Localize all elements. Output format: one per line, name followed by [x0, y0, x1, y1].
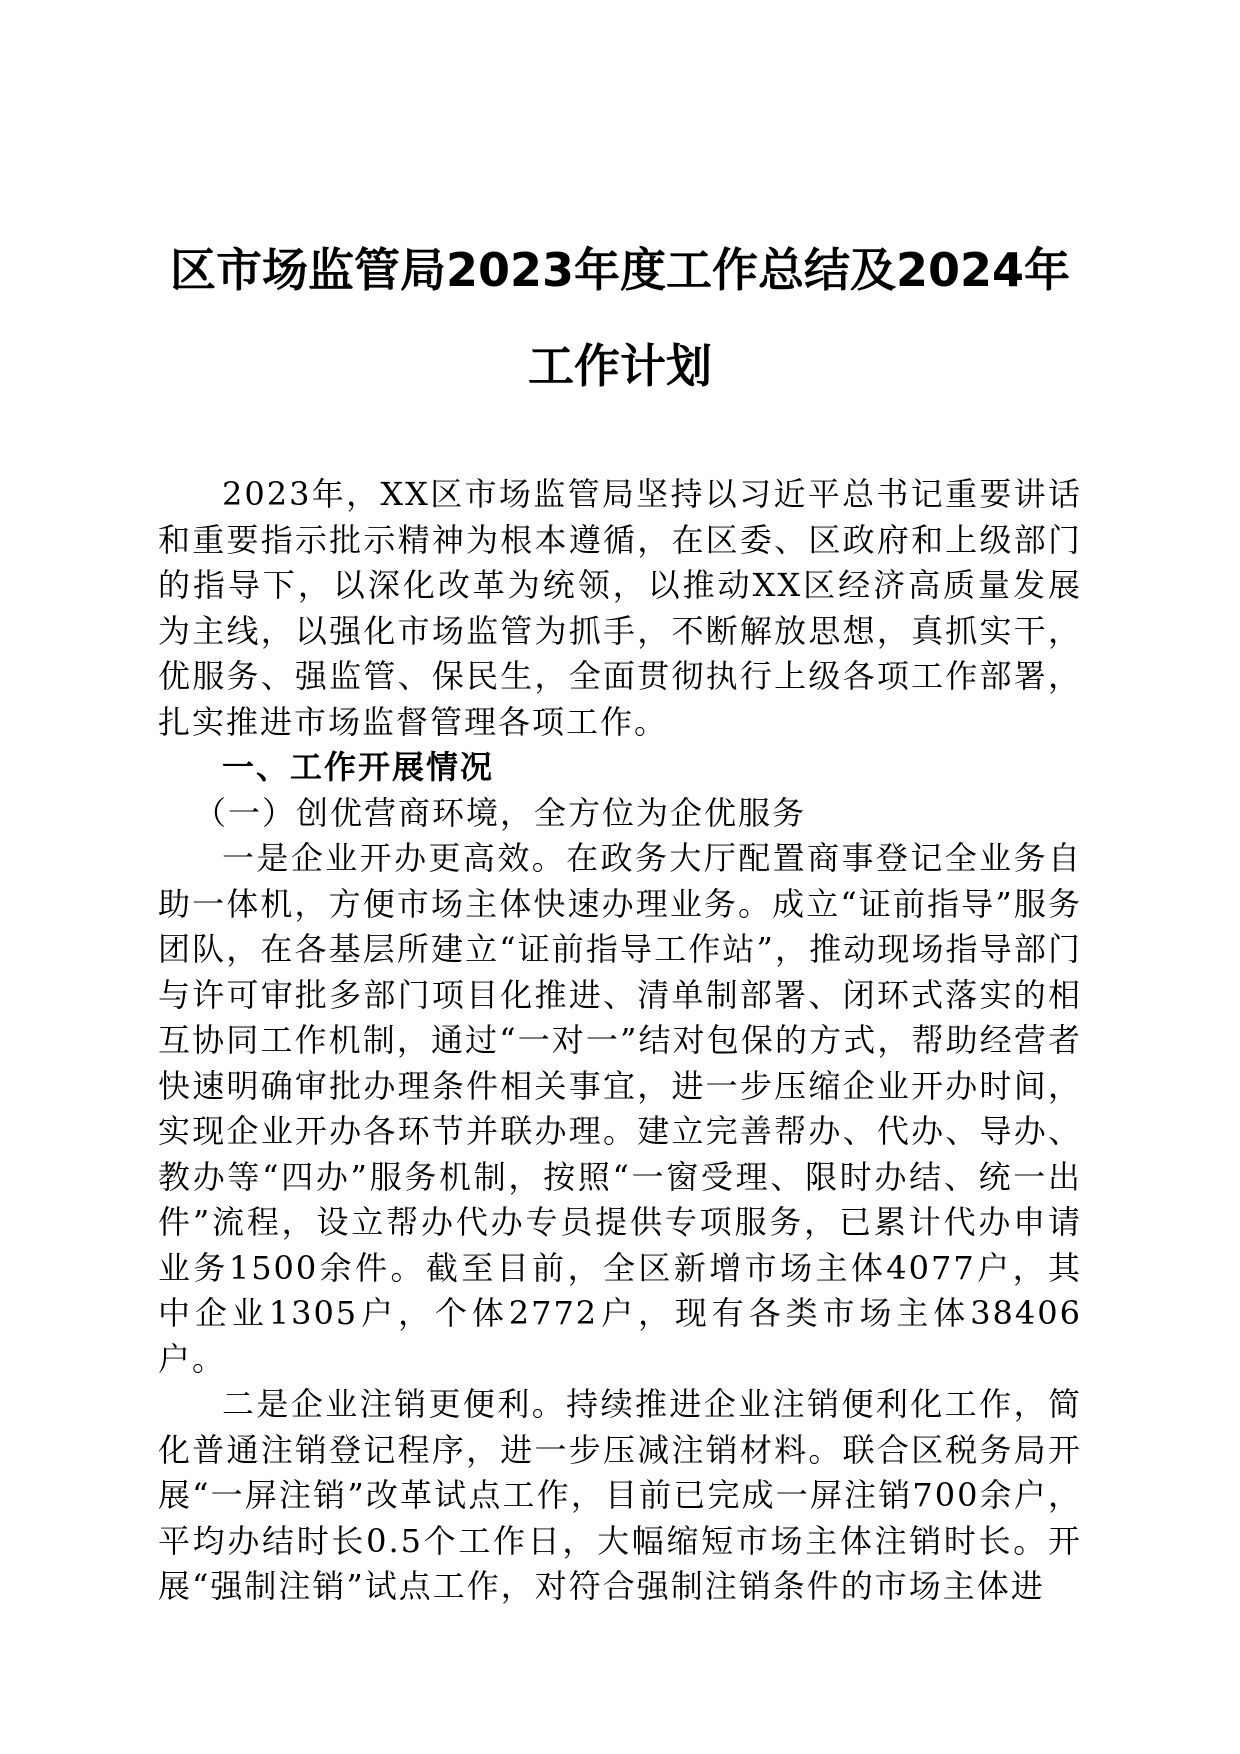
body-paragraph-enterprise-deregistration: 二是企业注销更便利。持续推进企业注销便利化工作，简化普通注销登记程序，进一步压减注销材料。联合区税务局开展“一屏注销”改革试点工作，目前已完成一屏注销700余户，平均办结时长0.5个工作日，大幅缩短市场主体注销时长。开展“强制注销”试点工作，对符合强制注销条件的市场主体进 — [158, 1385, 1082, 1605]
document-body — [158, 472, 1082, 1610]
body-paragraph-enterprise-opening: 一是企业开办更高效。在政务大厅配置商事登记全业务自助一体机，方便市场主体快速办理业务。成立“证前指导”服务团队，在各基层所建立“证前指导工作站”，推动现场指导部门与许可审批多部门项目化推进、清单制部署、闭环式落实的相互协同工作机制，通过“一对一”结对包保的方式，帮助经营者快速明确审批办理条件相关事宜，进一步压缩企业开办时间，实现企业开办各环节并联办理。建立完善帮办、代办、导办、教办等“四办”服务机制，按照“一窗受理、限时办结、统一出件”流程，设立帮办代办专员提供专项服务，已累计代办申请业务1500余件。截至目前，全区新增市场主体4077户，其中企业1305户，个体2772户，现有各类市场主体38406户。 — [158, 839, 1082, 1378]
document-title: 区市场监管局2023年度工作总结及2024年工作计划 — [169, 243, 1071, 393]
section-heading: 一、工作开展情况 — [222, 748, 495, 786]
intro-paragraph: 2023年，XX区市场监管局坚持以习近平总书记重要讲话和重要指示批示精神为根本遵循，在区委、区政府和上级部门的指导下，以深化改革为统领，以推动XX区经济高质量发展为主线，以强化市场监管为抓手，不断解放思想，真抓实干，优服务、强监管、保民生，全面贯彻执行上级各项工作部署，扎实推进市场监督管理各项工作。 — [158, 475, 1082, 741]
subsection-heading: （一）创优营商环境，全方位为企优服务 — [194, 793, 807, 832]
